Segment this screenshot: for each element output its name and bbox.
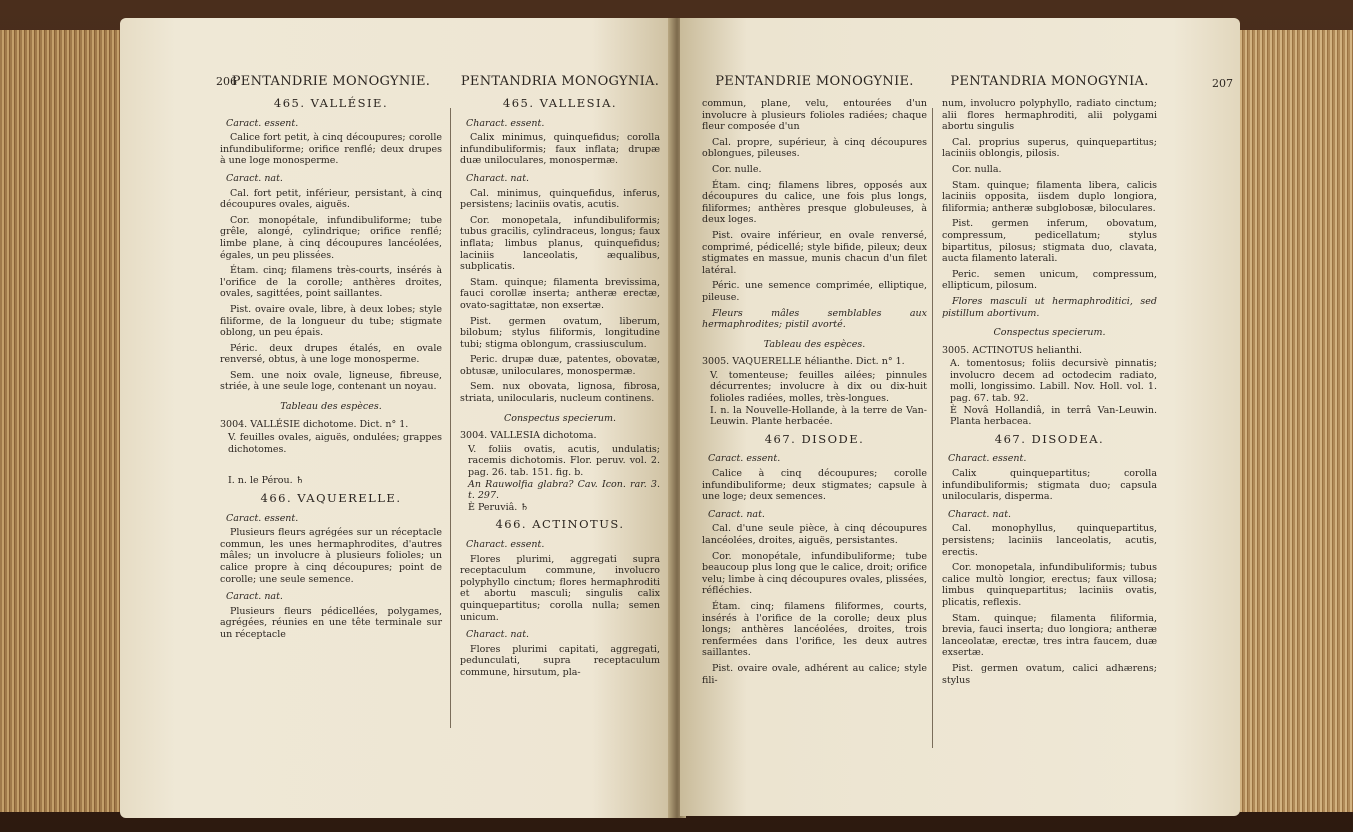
paragraph: Sem. nux obovata, lignosa, fibrosa, striata, unilocularis, nucleum continens.: [460, 381, 660, 405]
paragraph: Pist. germen ovatum, liberum, bilobum; stylus filiformis, longitudine tubi; stigma oblongum, crassiusculum.: [460, 315, 660, 350]
species-habitat: È Novâ Hollandiâ, in terrâ Van-Leuwin. Planta herbacea.: [950, 404, 1157, 428]
section-label: Charact. essent.: [466, 117, 545, 129]
running-head: PENTANDRIA MONOGYNIA.: [950, 74, 1149, 89]
species-description: V. foliis ovatis, acutis, undulatis; racemis dichotomis. Flor. peruv. vol. 2. pag. 26. tab. 151. fig. b.: [468, 443, 660, 479]
species-description: V. tomenteuse; feuilles ailées; pinnules décurrentes; involucre à dix ou dix-huit folioles radiées, molles, très-longues.: [710, 369, 927, 405]
species-table-heading: Conspectus specierum.: [993, 327, 1106, 339]
paragraph: Pist. germen inferum, obovatum, compressum, pedicellatum; stylus bipartitus, pilosus; stigmata duo, clavata, aucta filamento laterali.: [942, 218, 1157, 265]
paragraph: Péric. deux drupes étalés, en ovale renversé, obtus, à une loge monosperme.: [220, 342, 442, 366]
paragraph: Stam. quinque; filamenta libera, calicis laciniis opposita, iisdem duplo longiora, filiformia; antheræ subglobosæ, biloculares.: [942, 179, 1157, 214]
paragraph: Étam. cinq; filamens libres, opposés aux découpures du calice, une fois plus longs, filiformes; anthères presque globuleuses, à deux loges.: [702, 179, 927, 226]
section-label: Charact. essent.: [948, 453, 1027, 465]
species-entry: 3005. VAQUERELLE hélianthe. Dict. n° 1.: [702, 356, 905, 368]
section-label: Charact. nat.: [466, 172, 530, 184]
paragraph: Plusieurs fleurs agrégées sur un réceptacle commun, les unes hermaphrodites, d'autres mâles; un involucre à plusieurs folioles; un calice propre à cinq découpures; point de corolle; une seule semence.: [220, 527, 442, 585]
paragraph: Cor. monopétale, infundibuliforme; tube grêle, alongé, cylindrique; orifice renflé; limbe plane, à cinq découpures lancéolées, égales, un peu plissées.: [220, 214, 442, 261]
species-table-heading: Tableau des espèces.: [280, 401, 382, 413]
paragraph: Flores plurimi, aggregati supra receptaculum commune, involucro polyphyllo cinctum; flores hermaphroditi et abortu masculi; singulis calix quinquepartitus; corolla nulla; semen unicum.: [460, 553, 660, 623]
species-description: A. tomentosus; foliis decursivè pinnatis; involucro decem ad octodecim radiato, molli, longissimo. Labill. Nov. Holl. vol. 1. pag. 67. tab. 92.: [950, 358, 1157, 405]
right-page-french-column: [702, 74, 927, 690]
left-page: [120, 18, 675, 818]
paragraph: Flores plurimi capitati, aggregati, pedunculati, supra receptaculum commune, hirsutum, pla-: [460, 643, 660, 678]
paragraph: Pist. ovaire ovale, libre, à deux lobes; style filiforme, de la longueur du tube; stigmate oblong, un peu épais.: [220, 303, 442, 339]
left-page-latin-column: [460, 74, 660, 683]
paragraph: num, involucro polyphyllo, radiato cinctum; alii flores hermaphroditi, alii polygami abortu singulis: [942, 98, 1157, 133]
right-page-latin-column: [942, 74, 1157, 690]
genus-title: 465. VALLESIA.: [502, 96, 618, 110]
paragraph: Plusieurs fleurs pédicellées, polygames, agrégées, réunies en une tête terminale sur un réceptacle: [220, 605, 442, 640]
paragraph: Cal. proprius superus, quinquepartitus; laciniis oblongis, pilosis.: [942, 136, 1157, 160]
paragraph: Stam. quinque; filamenta brevissima, fauci corollæ inserta; antheræ erectæ, ovato-sagittatæ, non exsertæ.: [460, 276, 660, 311]
section-label: Charact. nat.: [948, 508, 1012, 520]
paragraph: Cal. fort petit, inférieur, persistant, à cinq découpures ovales, aiguës.: [220, 187, 442, 211]
paragraph: Flores masculi ut hermaphroditici, sed pistillum abortivum.: [942, 295, 1157, 319]
page-number-left: 206: [216, 75, 237, 88]
paragraph: Pist. ovaire inférieur, en ovale renversé, comprimé, pédicellé; style bifide, pileux; deux stigmates en massue, munis chacun d'un filet latéral.: [702, 229, 927, 276]
paragraph: Cal. minimus, quinquefidus, inferus, persistens; laciniis ovatis, acutis.: [460, 187, 660, 211]
paragraph: Calice à cinq découpures; corolle infundibuliforme; deux stigmates; capsule à une loge; deux semences.: [702, 468, 927, 503]
paragraph: Stam. quinque; filamenta filiformia, brevia, fauci inserta; duo longiora; antheræ lanceolatæ, erectæ, tres intra faucem, duæ exsertæ.: [942, 612, 1157, 659]
species-table-heading: Conspectus specierum.: [503, 412, 617, 424]
species-habitat: È Peruviâ. ♄: [468, 501, 529, 513]
section-label: Caract. nat.: [226, 591, 283, 603]
paragraph: Calix quinquepartitus; corolla infundibuliformis; stigmata duo; capsula unilocularis, disperma.: [942, 468, 1157, 503]
paragraph: Cal. propre, supérieur, à cinq découpures oblongues, pileuses.: [702, 136, 927, 160]
genus-title: 465. VALLÉSIE.: [273, 96, 389, 110]
species-entry: 3005. ACTINOTUS helianthi.: [942, 344, 1082, 356]
paragraph: Étam. cinq; filamens filiformes, courts, insérés à l'orifice de la corolle; deux plus longs; anthères lancéolées, droites, trois renfermées dans l'orifice, les deux autres saillantes.: [702, 600, 927, 659]
page-number-right: 207: [1212, 77, 1233, 90]
paragraph: Cal. d'une seule pièce, à cinq découpures lancéolées, droites, aiguës, persistantes.: [702, 523, 927, 546]
running-head: PENTANDRIA MONOGYNIA.: [460, 74, 660, 89]
running-head: PENTANDRIE MONOGYNIE.: [715, 74, 914, 89]
paragraph: Cor. monopétale, infundibuliforme; tube beaucoup plus long que le calice, droit; orifice velu; limbe à cinq découpures ovales, plissées, réfléchies.: [702, 550, 927, 597]
genus-title: 467. DISODEA.: [994, 431, 1105, 446]
genus-title: 466. ACTINOTUS.: [495, 517, 625, 532]
running-head: PENTANDRIE MONOGYNIE.: [231, 74, 431, 89]
section-label: Caract. essent.: [226, 512, 299, 524]
left-page-stack: [0, 30, 130, 812]
paragraph: Peric. semen unicum, compressum, ellipticum, pilosum.: [942, 268, 1157, 292]
section-label: Caract. essent.: [708, 453, 781, 465]
paragraph: Sem. une noix ovale, ligneuse, fibreuse, striée, à une seule loge, contenant un noyau.: [220, 369, 442, 393]
paragraph: Cor. monopetala, infundibuliformis; tubus gracilis, cylindraceus, longus; faux inflata; limbus planus, quinquefidus; laciniis lanceolatis, æqualibus, subplicatis.: [460, 214, 660, 273]
right-page: [680, 18, 1240, 816]
paragraph: Calice fort petit, à cinq découpures; corolle infundibuliforme; orifice renflé; deux drupes à une loge monosperme.: [220, 132, 442, 167]
species-habitat: I. n. la Nouvelle-Hollande, à la terre de Van-Leuwin. Plante herbacée.: [710, 404, 927, 428]
paragraph: commun, plane, velu, entourées d'un involucre à plusieurs folioles radiées; chaque fleur composée d'un: [702, 98, 927, 133]
column-rule: [932, 108, 933, 748]
paragraph: Pist. germen ovatum, calici adhærens; stylus: [942, 662, 1157, 686]
section-label: Caract. essent.: [226, 117, 299, 129]
paragraph: Cal. monophyllus, quinquepartitus, persistens; laciniis lanceolatis, acutis, erectis.: [942, 523, 1157, 558]
species-entry: 3004. VALLESIA dichotoma.: [460, 430, 597, 442]
species-description: V. feuilles ovales, aiguës, ondulées; grappes dichotomes.: [228, 432, 442, 455]
section-label: Charact. essent.: [466, 539, 545, 550]
species-table-heading: Tableau des espèces.: [763, 338, 866, 350]
paragraph: Pist. ovaire ovale, adhérent au calice; style fili-: [702, 662, 927, 686]
paragraph: Peric. drupæ duæ, patentes, obovatæ, obtusæ, uniloculares, monospermæ.: [460, 354, 660, 377]
paragraph: Étam. cinq; filamens très-courts, insérés à l'orifice de la corolle; anthères droites, ovales, sagittées, point saillantes.: [220, 265, 442, 300]
section-label: Caract. nat.: [226, 172, 283, 184]
section-label: Caract. nat.: [708, 508, 765, 520]
paragraph: Fleurs mâles semblables aux hermaphrodites; pistil avorté.: [702, 307, 927, 331]
paragraph: Cor. nulle.: [712, 163, 762, 175]
species-habitat: I. n. le Pérou. ♄: [228, 475, 305, 487]
right-page-stack: [1233, 30, 1353, 812]
species-entry: 3004. VALLÉSIE dichotome. Dict. n° 1.: [220, 418, 409, 430]
paragraph: Cor. monopetala, infundibuliformis; tubus calice multò longior, erectus; faux villosa; limbus quinquepartitus; laciniis ovatis, plicatis, reflexis.: [942, 562, 1157, 608]
genus-title: 467. DISODE.: [764, 431, 865, 446]
genus-title: 466. VAQUERELLE.: [260, 491, 402, 506]
paragraph: Calix minimus, quinquefidus; corolla infundibuliformis; faux inflata; drupæ duæ uniloculares, monospermæ.: [460, 132, 660, 167]
column-rule: [450, 108, 451, 728]
paragraph: Cor. nulla.: [952, 163, 1002, 175]
paragraph: Péric. une semence comprimée, elliptique, pileuse.: [702, 280, 927, 303]
left-page-french-column: [220, 74, 442, 645]
species-reference: An Rauwolfia glabra? Cav. Icon. rar. 3. t. 297.: [468, 478, 660, 502]
section-label: Charact. nat.: [466, 629, 530, 641]
